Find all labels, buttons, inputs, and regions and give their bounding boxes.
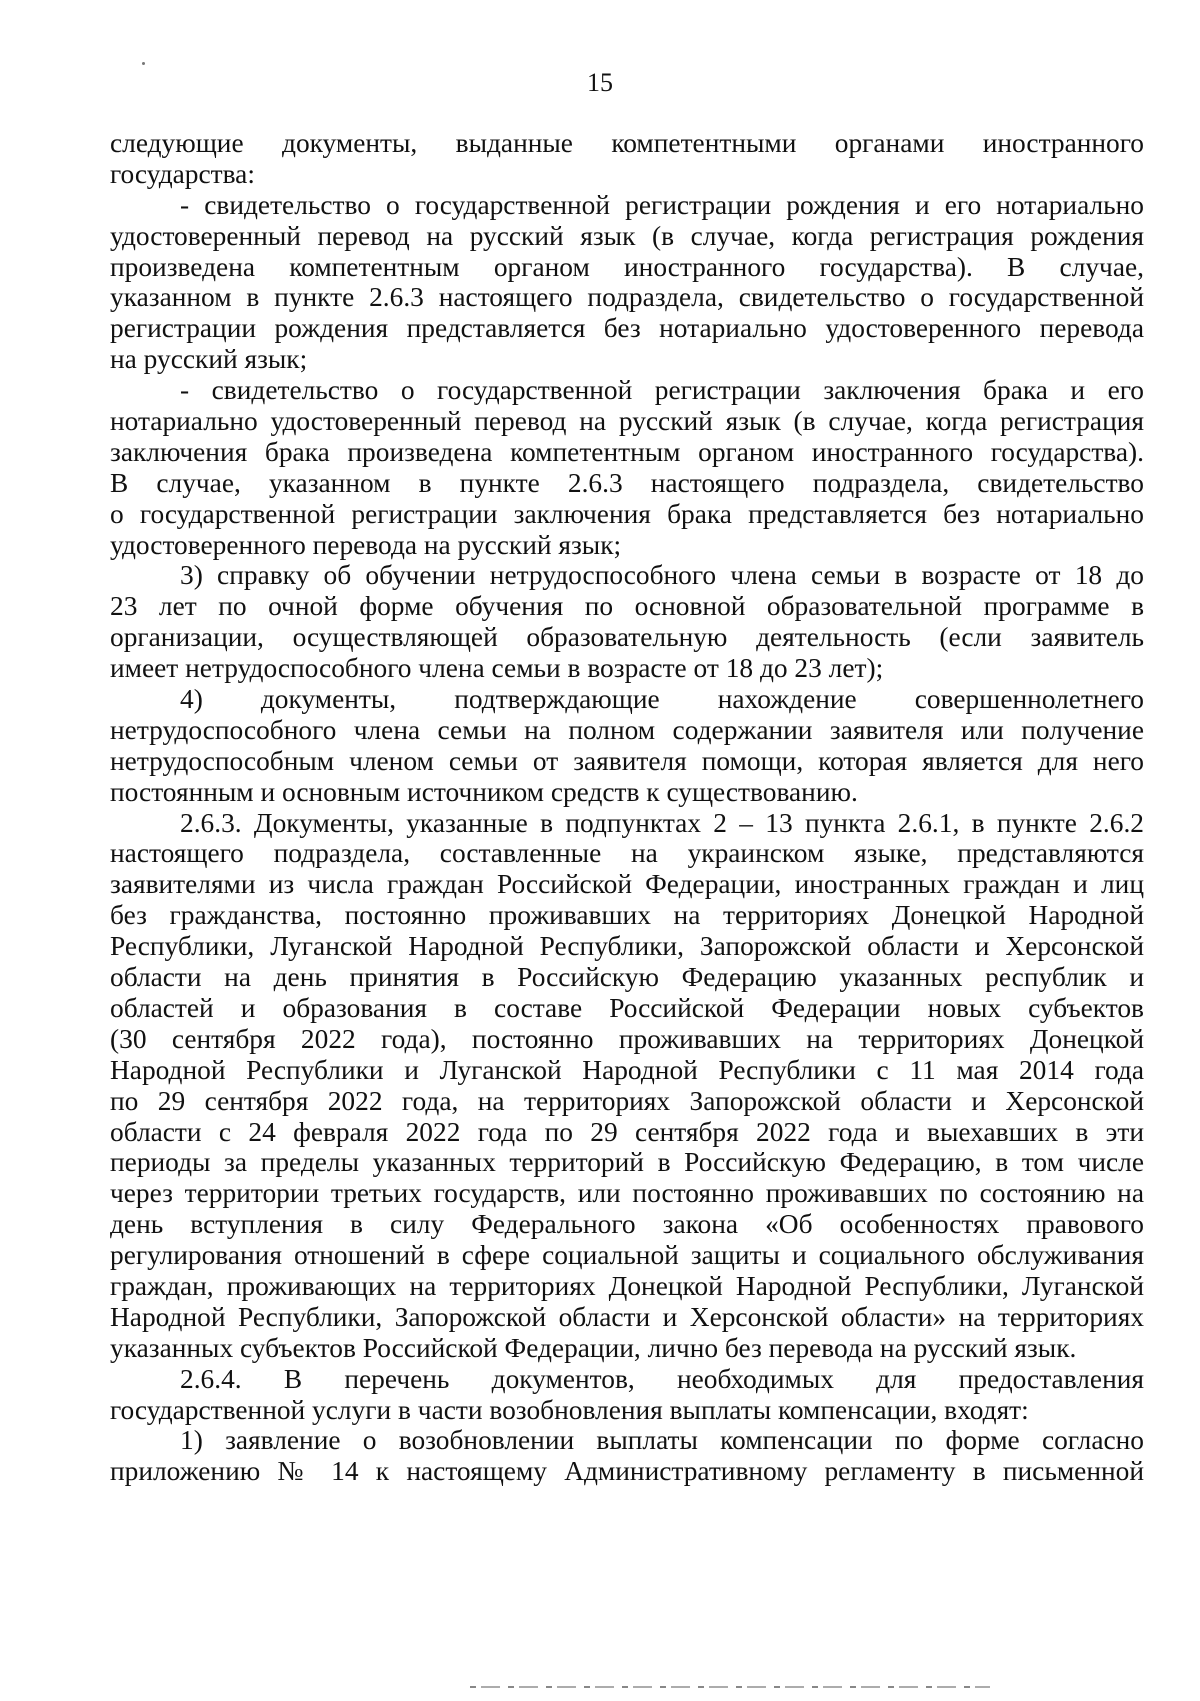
text-line: следующие документы, выданные компетентными органами иностранного [110,128,1144,158]
text-line: граждан, проживающих на территориях Донецкой Народной Республики, Луганской [110,1270,1144,1301]
page-number: 15 [587,68,613,97]
text-line: на русский язык; [110,344,308,375]
text-line: (30 сентября 2022 года), постоянно проживавших на территориях Донецкой [110,1023,1144,1054]
text-line: Народной Республики, Запорожской области и Херсонской области» на территориях [110,1301,1144,1332]
text-line: 23 лет по очной форме обучения по основной образовательной программе в [110,591,1144,622]
text-line: В случае, указанном в пункте 2.6.3 настоящего подраздела, свидетельство [110,467,1144,498]
text-line: произведена компетентным органом иностранного государства). В случае, [110,251,1144,282]
text-line: государственной услуги в части возобновления выплаты компенсации, входят: [110,1394,1029,1425]
text-line: - свидетельство о государственной регистрации рождения и его нотариально [180,189,1144,220]
text-line: приложению № 14 к настоящему Административному регламенту в письменной [110,1456,1144,1487]
text-line: Народной Республики и Луганской Народной Республики с 11 мая 2014 года [110,1054,1144,1085]
text-line: организации, осуществляющей образовательную деятельность (если заявитель [110,622,1144,653]
text-line: регулирования отношений в сфере социальной защиты и социального обслуживания [110,1240,1144,1271]
text-line: областей и образования в составе Российской Федерации новых субъектов [110,992,1144,1023]
text-line: - свидетельство о государственной регистрации заключения брака и его [180,375,1144,406]
body-text [110,128,1144,1487]
text-line: день вступления в силу Федерального закона «Об особенностях правового [110,1209,1144,1240]
text-line: 2.6.3. Документы, указанные в подпунктах 2 – 13 пункта 2.6.1, в пункте 2.6.2 [180,807,1144,838]
text-line: через территории третьих государств, или постоянно проживавших по состоянию на [110,1178,1144,1209]
text-line: заключения брака произведена компетентным органом иностранного государства). [110,436,1144,467]
text-line: государства: [110,158,255,189]
text-line: указанном в пункте 2.6.3 настоящего подраздела, свидетельство о государственной [110,282,1144,313]
text-line: области с 24 февраля 2022 года по 29 сентября 2022 года и выехавших в эти [110,1116,1144,1147]
text-line: Республики, Луганской Народной Республики, Запорожской области и Херсонской [110,931,1144,962]
text-line: по 29 сентября 2022 года, на территориях Запорожской области и Херсонской [110,1085,1144,1116]
text-line: без гражданства, постоянно проживавших на территориях Донецкой Народной [110,900,1144,931]
text-line: 1) заявление о возобновлении выплаты компенсации по форме согласно [180,1425,1144,1456]
text-line: периоды за пределы указанных территорий в Российскую Федерацию, в том числе [110,1147,1144,1178]
text-line: нотариально удостоверенный перевод на русский язык (в случае, когда регистрация [110,406,1144,437]
text-line: 4) документы, подтверждающие нахождение совершеннолетнего [180,684,1144,715]
text-line: нетрудоспособным членом семьи от заявителя помощи, которая является для него [110,745,1144,776]
text-line: заявителями из числа граждан Российской Федерации, иностранных граждан и лиц [110,869,1144,900]
text-line: нетрудоспособного члена семьи на полном содержании заявителя или получение [110,714,1144,745]
scan-artifact-dot [142,62,145,65]
text-line: 2.6.4. В перечень документов, необходимых для предоставления [180,1363,1144,1394]
text-line: имеет нетрудоспособного члена семьи в возрасте от 18 до 23 лет); [110,653,884,684]
text-line: области на день принятия в Российскую Федерацию указанных республик и [110,962,1144,993]
text-line: удостоверенного перевода на русский язык; [110,529,622,560]
text-line: настоящего подраздела, составленные на украинском языке, представляются [110,838,1144,869]
text-line: регистрации рождения представляется без нотариально удостоверенного перевода [110,313,1144,344]
text-line: 3) справку об обучении нетрудоспособного члена семьи в возрасте от 18 до [180,560,1144,591]
text-line: постоянным и основным источником средств к существованию. [110,776,858,807]
text-line: указанных субъектов Российской Федерации, лично без перевода на русский язык. [110,1332,1077,1363]
scan-artifact-bottom-edge [470,1686,990,1688]
text-line: удостоверенный перевод на русский язык (в случае, когда регистрация рождения [110,220,1144,251]
text-line: о государственной регистрации заключения брака представляется без нотариально [110,498,1144,529]
